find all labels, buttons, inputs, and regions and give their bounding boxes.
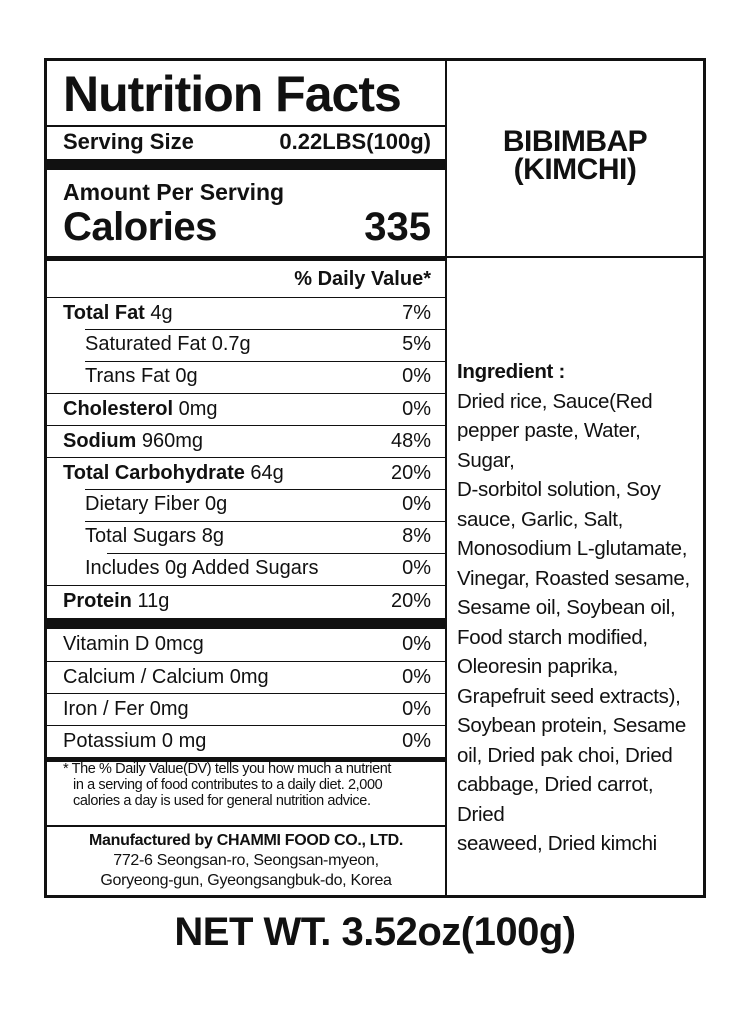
thick-divider xyxy=(47,618,445,629)
nutrient-amount: 0mg xyxy=(173,398,218,420)
ingredients-line: Sesame oil, Soybean oil, xyxy=(457,596,676,619)
daily-value-footnote xyxy=(63,761,435,809)
thick-divider xyxy=(47,159,445,170)
nutrient-label: Saturated Fat 0.7g xyxy=(85,333,251,355)
ingredients-line: Vinegar, Roasted sesame, xyxy=(457,566,690,590)
calories-value: 335 xyxy=(364,205,431,249)
vitamin-label: Calcium / Calcium 0mg xyxy=(63,666,269,688)
vitamin-pct: 0% xyxy=(402,730,431,752)
nutrient-label: Includes 0g Added Sugars xyxy=(85,557,319,579)
ingredients-line: seaweed, Dried kimchi xyxy=(457,832,657,855)
ingredients-line: sauce, Garlic, Salt, xyxy=(457,507,624,531)
nutrient-pct: 0% xyxy=(402,398,431,420)
nutrient-row-cholesterol xyxy=(47,393,445,425)
serving-size-label: Serving Size xyxy=(63,129,194,154)
nutrient-label: Protein xyxy=(63,590,132,612)
nutrient-pct: 20% xyxy=(390,590,431,612)
nutrient-amount: 64g xyxy=(244,462,284,484)
manufacturer-info xyxy=(47,831,445,891)
footnote-line: calories a day is used for general nutrition advice. xyxy=(73,793,371,809)
calories-label: Calories xyxy=(63,205,217,249)
nutrient-amount: 11g xyxy=(131,590,170,612)
nutrient-label: Dietary Fiber 0g xyxy=(85,493,228,515)
nutrient-row-trans-fat xyxy=(47,361,445,393)
nutrient-pct: 0% xyxy=(402,557,431,579)
nutrient-label: Trans Fat 0g xyxy=(85,365,198,387)
nutrient-label: Total Fat xyxy=(63,302,145,324)
nutrient-pct: 48% xyxy=(390,430,431,452)
nutrient-amount: 4g xyxy=(144,302,173,324)
nutrient-label: Sodium xyxy=(63,430,137,452)
ingredients-line: Oleoresin paprika, xyxy=(457,655,618,678)
product-name-box xyxy=(447,61,703,258)
nutrient-row-total-sugars xyxy=(47,521,445,553)
vitamin-pct: 0% xyxy=(402,666,431,688)
vitamin-row-potassium xyxy=(47,725,445,757)
daily-value-header: % Daily Value* xyxy=(294,268,431,290)
vitamin-row-vitamin-d xyxy=(47,629,445,661)
ingredients-section xyxy=(457,357,697,859)
manufacturer-name: Manufactured by CHAMMI FOOD CO., LTD. xyxy=(89,832,403,849)
amount-per-serving-label: Amount Per Serving xyxy=(63,179,285,205)
nutrient-amount: 960mg xyxy=(136,430,204,452)
ingredients-line: Monosodium L-glutamate, xyxy=(457,537,688,560)
net-weight: NET WT. 3.52oz(100g) xyxy=(174,910,576,954)
serving-size-value: 0.22LBS(100g) xyxy=(279,129,431,154)
product-name-line2: (KIMCHI) xyxy=(513,152,637,186)
ingredients-title: Ingredient : xyxy=(457,360,566,383)
nutrient-row-sodium xyxy=(47,425,445,457)
nutrient-row-total-carbohydrate xyxy=(47,457,445,489)
medium-divider xyxy=(47,256,445,261)
ingredients-line: Soybean protein, Sesame xyxy=(457,714,687,737)
footnote-line: * The % Daily Value(DV) tells you how much a nutrient xyxy=(63,761,392,777)
nutrient-pct: 20% xyxy=(390,462,431,484)
nutrient-row-saturated-fat xyxy=(47,329,445,361)
divider xyxy=(47,825,445,827)
vitamin-pct: 0% xyxy=(402,698,431,720)
vitamin-pct: 0% xyxy=(402,633,431,655)
nutrient-pct: 8% xyxy=(402,525,431,547)
nutrient-row-added-sugars xyxy=(69,553,445,585)
vitamin-row-calcium xyxy=(47,661,445,693)
nutrient-label: Total Carbohydrate xyxy=(63,462,245,484)
vitamin-label: Potassium 0 mg xyxy=(63,730,207,752)
nutrient-pct: 0% xyxy=(402,365,431,387)
ingredients-line: Grapefruit seed extracts), xyxy=(457,684,681,708)
nutrition-facts-title: Nutrition Facts xyxy=(63,66,401,122)
nutrient-label: Cholesterol xyxy=(63,398,174,420)
nutrient-pct: 0% xyxy=(402,493,431,515)
ingredients-line: oil, Dried pak choi, Dried xyxy=(457,743,673,767)
vitamin-row-iron xyxy=(47,693,445,725)
product-name-line1: BIBIMBAP xyxy=(502,124,648,158)
nutrient-label: Total Sugars 8g xyxy=(85,525,224,547)
nutrient-row-total-fat xyxy=(47,297,445,329)
ingredients-line: pepper paste, Water, Sugar, xyxy=(457,419,641,472)
divider xyxy=(47,125,445,127)
nutrient-row-dietary-fiber xyxy=(47,489,445,521)
vitamin-label: Vitamin D 0mcg xyxy=(63,633,204,655)
ingredients-line: Dried rice, Sauce(Red xyxy=(457,389,653,413)
label-panel xyxy=(44,58,706,898)
manufacturer-address: Goryeong-gun, Gyeongsangbuk-do, Korea xyxy=(100,872,392,889)
nutrient-pct: 5% xyxy=(402,333,431,355)
footnote-line: in a serving of food contributes to a daily diet. 2,000 xyxy=(73,777,383,793)
nutrition-facts-panel xyxy=(47,61,447,895)
nutrient-pct: 7% xyxy=(402,302,431,324)
ingredients-line: Food starch modified, xyxy=(457,625,648,649)
ingredients-line: cabbage, Dried carrot, Dried xyxy=(457,773,654,826)
nutrient-row-protein xyxy=(47,585,445,617)
vitamin-label: Iron / Fer 0mg xyxy=(63,698,189,720)
ingredients-line: D-sorbitol solution, Soy xyxy=(457,478,661,501)
manufacturer-address: 772-6 Seongsan-ro, Seongsan-myeon, xyxy=(113,852,379,869)
